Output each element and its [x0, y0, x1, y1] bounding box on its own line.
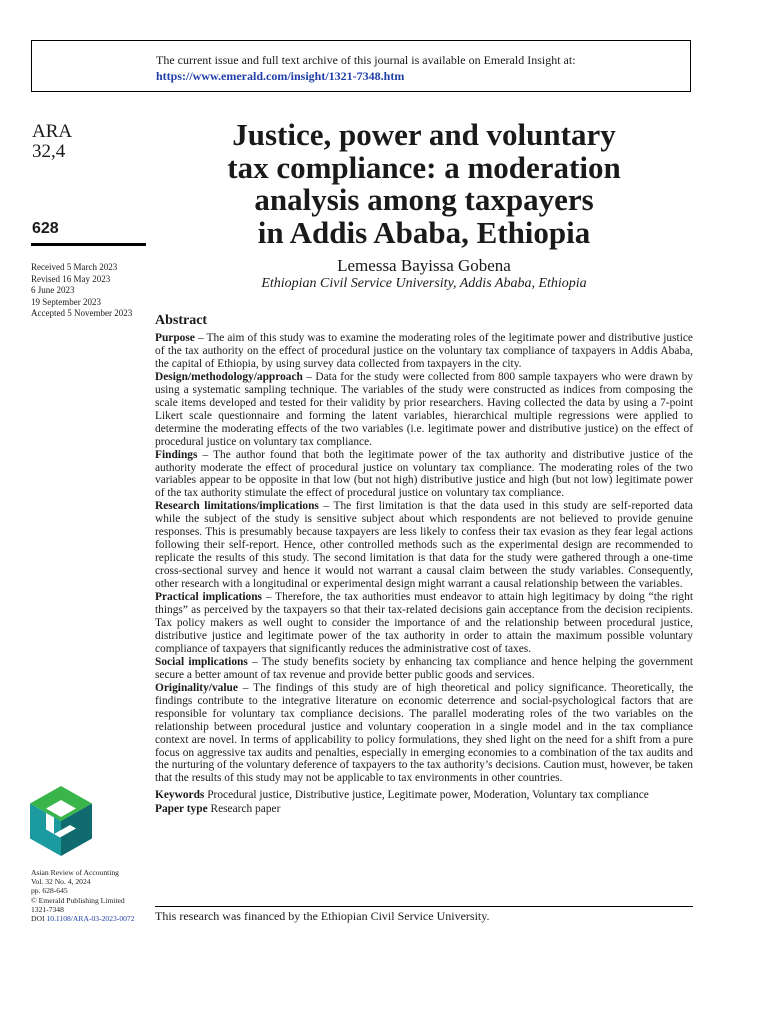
section-text: – The study benefits society by enhancing tax compliance and hence helping the government secure a better amount of tax revenue and provide better public goods and services.: [155, 655, 693, 681]
section-label: Practical implications: [155, 591, 262, 604]
doi-line: [31, 914, 135, 923]
abstract: [155, 313, 693, 816]
journal-archive-link[interactable]: https://www.emerald.com/insight/1321-7348.htm: [156, 69, 405, 83]
emerald-logo-icon: [30, 786, 92, 856]
article-history-dates: [31, 262, 132, 320]
availability-notice-box: [31, 40, 691, 92]
paper-type-label: Paper type: [155, 803, 208, 816]
keywords-text: Procedural justice, Distributive justice, Legitimate power, Moderation, Voluntary tax compliance: [204, 789, 649, 802]
title-line: in Addis Ababa, Ethiopia: [257, 214, 591, 250]
abstract-originality: [155, 682, 693, 786]
section-text: – The first limitation is that the data used in this study are self-reported data while the subject of the study is sensitive subject about which respondents are not believed to provide genuine responses. This is presumably because taxpayers are less likely to confess their tax evasion as they fear legal actions following their self-report. Hence, other controlled methods such as the experimental design are recommended to replicate the results of this study. The second limitation is that data for the study were gathered through a one-time cross-sectional survey and hence it would not warrant a causal claim between the study variables. Consequently, other research with a longitudinal or experimental design might warrant a causal relationship between the variables.: [155, 500, 693, 591]
funding-footnote: This research was financed by the Ethiopian Civil Service University.: [155, 909, 490, 923]
section-label: Originality/value: [155, 681, 238, 694]
author-affiliation: Ethiopian Civil Service University, Addis Ababa, Ethiopia: [261, 276, 587, 291]
paper-type-text: Research paper: [207, 803, 281, 816]
page-number-rule: [31, 243, 146, 246]
title-line: analysis among taxpayers: [254, 182, 594, 217]
volume-number-year: Vol. 32 No. 4, 2024: [31, 877, 91, 887]
abstract-heading: Abstract: [155, 313, 208, 328]
journal-name: Asian Review of Accounting: [31, 868, 119, 877]
abstract-practical: [155, 591, 693, 656]
journal-code: ARA: [32, 121, 73, 142]
paper-type-line: [155, 802, 693, 816]
journal-code-block: [32, 122, 72, 162]
date-received: Received 5 March 2023: [31, 262, 118, 272]
issn: 1321-7348: [31, 904, 64, 914]
page-number: 628: [32, 220, 59, 237]
article-title: [155, 119, 693, 249]
section-label: Design/methodology/approach: [155, 370, 303, 383]
date-accepted: Accepted 5 November 2023: [31, 308, 133, 319]
author-name: Lemessa Bayissa Gobena: [337, 256, 511, 275]
availability-notice: [156, 52, 576, 84]
section-text: – The findings of this study are of high theoretical and policy significance. Theoretically, the findings contribute to the integrative literature on economic deterrence and social-psychological factors that are responsible for voluntary tax compliance decisions. The parallel moderating roles of the two variables on the relationship between procedural justice and voluntary cooperation in a single model and in the tax compliance context are novel. In terms of applicability to policy formulations, they shed light on the need for a shift from a pure focus on aggressive tax audits and penalties, especially in emerging economies to a combination of the tax audits and the nurturing of the voluntary deference of taxpayers to the tax authority’s decisions. Caution must, however, be taken that the results of this study may not be applicable to tax environments in other countries.: [155, 681, 693, 785]
section-text: – Therefore, the tax authorities must endeavor to attain high legitimacy by doing “the right things” as perceived by the taxpayers so that their tax-related decisions gain acceptance from the decision recipients. Tax policy makers as well ought to consider the importance of and the relationship between procedural justice, distributive justice and legitimate power of the tax authority in order to attain the maximum possible voluntary compliance of taxpayers that significantly reduces the administrative cost of taxes.: [155, 591, 693, 655]
keywords-label: Keywords: [155, 789, 205, 802]
date-revised-3: 19 September 2023: [31, 296, 101, 307]
section-label: Findings: [155, 448, 198, 461]
abstract-purpose: [155, 332, 693, 371]
section-text: – Data for the study were collected from 800 sample taxpayers who were drawn by using a systematic sampling technique. The variables of the study were constructed as indices from composing the scale items developed and tested for their validity by prior researchers. Having collected the data by using a 7-point Likert scale questionnaire and forming the latent variables, hierarchical multiple regressions were applied to determine the moderating effects of the two variables (i.e. legitimate power and distributive justice) on the effect of procedural justice on voluntary tax compliance.: [155, 370, 693, 448]
section-label: Research limitations/implications: [155, 500, 319, 513]
copyright: © Emerald Publishing Limited: [31, 895, 125, 905]
abstract-design: [155, 371, 693, 449]
abstract-findings: [155, 449, 693, 501]
abstract-social: [155, 656, 693, 682]
date-revised-2: 6 June 2023: [31, 285, 75, 296]
page-range: pp. 628-645: [31, 886, 68, 896]
date-revised-1: Revised 16 May 2023: [31, 273, 111, 284]
doi-link[interactable]: 10.1108/ARA-03-2023-0072: [46, 914, 135, 924]
keywords-line: [155, 788, 693, 802]
availability-notice-text: The current issue and full text archive of this journal is available on Emerald Insight at:: [156, 53, 576, 67]
title-line: tax compliance: a moderation: [227, 149, 621, 185]
publication-info: [31, 868, 135, 923]
title-line: Justice, power and voluntary: [232, 117, 616, 152]
volume-issue: 32,4: [32, 141, 66, 162]
doi-label: DOI: [31, 914, 45, 924]
section-label: Social implications: [155, 655, 248, 668]
abstract-limitations: [155, 500, 693, 591]
section-label: Purpose: [155, 332, 195, 344]
footnote-rule: [155, 906, 693, 907]
section-text: – The author found that both the legitimate power of the tax authority and distributive justice of the authority moderate the effect of procedural justice on voluntary tax compliance. The moderating roles of the two variables appear to be opposite in that low (but not high) distributive justice and high (but not low) legitimate power of the tax authority stimulate the effect of procedural justice on voluntary tax compliance.: [155, 448, 693, 500]
section-text: – The aim of this study was to examine the moderating roles of the legitimate power and distributive justice of the tax authority on the effect of procedural justice on the voluntary tax compliance of taxpayers in Addis Ababa, the capital of Ethiopia, by using survey data collected from taxpayers in the city.: [155, 332, 693, 370]
